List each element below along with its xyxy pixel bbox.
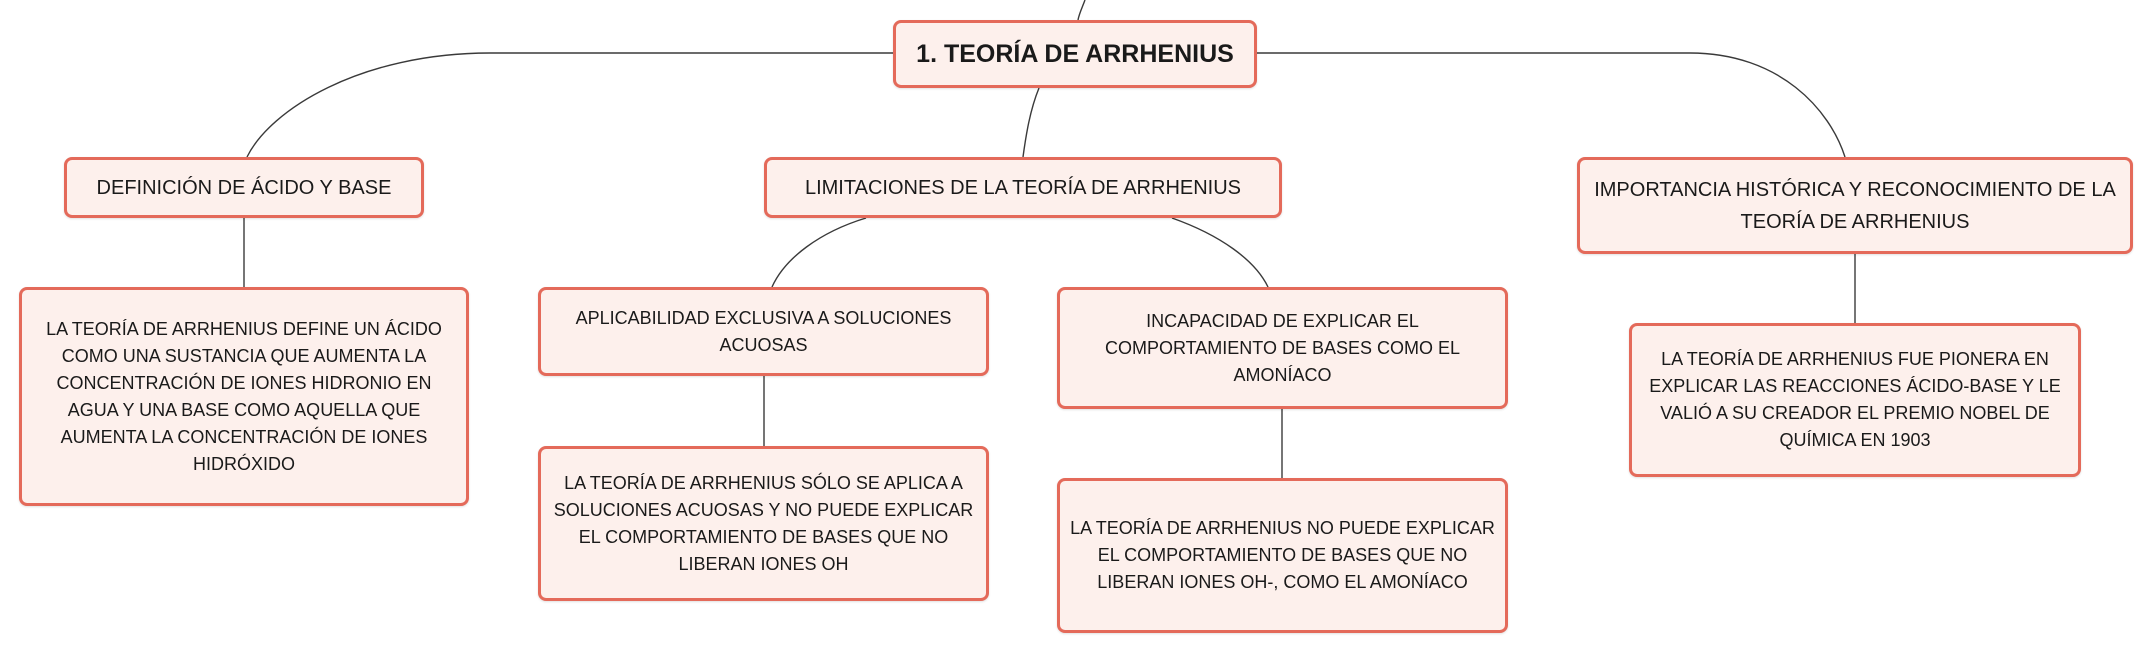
definition-detail-node[interactable]: [19, 287, 469, 506]
connector-limitations-to-aqueous: [772, 218, 866, 287]
importance-node-label: IMPORTANCIA HISTÓRICA Y RECONOCIMIENTO DE LA TEORÍA DE ARRHENIUS: [1594, 178, 2116, 233]
definition-node[interactable]: [64, 157, 424, 218]
connector-limitations-to-ammonia: [1172, 218, 1268, 287]
aqueous-only-detail-label: LA TEORÍA DE ARRHENIUS SÓLO SE APLICA A SOLUCIONES ACUOSAS Y NO PUEDE EXPLICAR EL COMPORTAMIENTO DE BASES QUE NO LIBERAN IONES OH: [553, 472, 974, 574]
importance-node[interactable]: [1577, 157, 2133, 254]
limitations-node[interactable]: [764, 157, 1282, 218]
ammonia-detail-label: LA TEORÍA DE ARRHENIUS NO PUEDE EXPLICAR EL COMPORTAMIENTO DE BASES QUE NO LIBERAN IONES OH-, COMO EL AMONÍACO: [1070, 518, 1495, 592]
connector-root-to-limitations: [1023, 88, 1039, 157]
ammonia-detail-node[interactable]: [1057, 478, 1508, 633]
connector-parent-to-root: [1078, 0, 1085, 20]
aqueous-only-node[interactable]: [538, 287, 989, 376]
root-node[interactable]: [893, 20, 1257, 88]
definition-node-label: DEFINICIÓN DE ÁCIDO Y BASE: [96, 176, 392, 199]
aqueous-only-label: APLICABILIDAD EXCLUSIVA A SOLUCIONES ACUOSAS: [575, 307, 952, 355]
limitations-node-label: LIMITACIONES DE LA TEORÍA DE ARRHENIUS: [804, 176, 1242, 199]
definition-detail-label: LA TEORÍA DE ARRHENIUS DEFINE UN ÁCIDO COMO UNA SUSTANCIA QUE AUMENTA LA CONCENTRACIÓN DE IONES HIDRONIO EN AGUA Y UNA BASE COMO AQUELLA QUE AUMENTA LA CONCENTRACIÓN DE IONES HIDRÓXIDO: [46, 318, 442, 474]
ammonia-node[interactable]: [1057, 287, 1508, 409]
connector-root-to-importance: [1257, 53, 1845, 157]
aqueous-only-detail-node[interactable]: [538, 446, 989, 601]
root-node-label: 1. TEORÍA DE ARRHENIUS: [916, 39, 1234, 68]
connector-root-to-definition: [247, 53, 893, 157]
importance-detail-label: LA TEORÍA DE ARRHENIUS FUE PIONERA EN EXPLICAR LAS REACCIONES ÁCIDO-BASE Y LE VALIÓ A SU CREADOR EL PREMIO NOBEL DE QUÍMICA EN 1903: [1649, 349, 2061, 450]
ammonia-node-label: INCAPACIDAD DE EXPLICAR EL COMPORTAMIENTO DE BASES COMO EL AMONÍACO: [1104, 310, 1461, 385]
importance-detail-node[interactable]: [1629, 323, 2081, 477]
